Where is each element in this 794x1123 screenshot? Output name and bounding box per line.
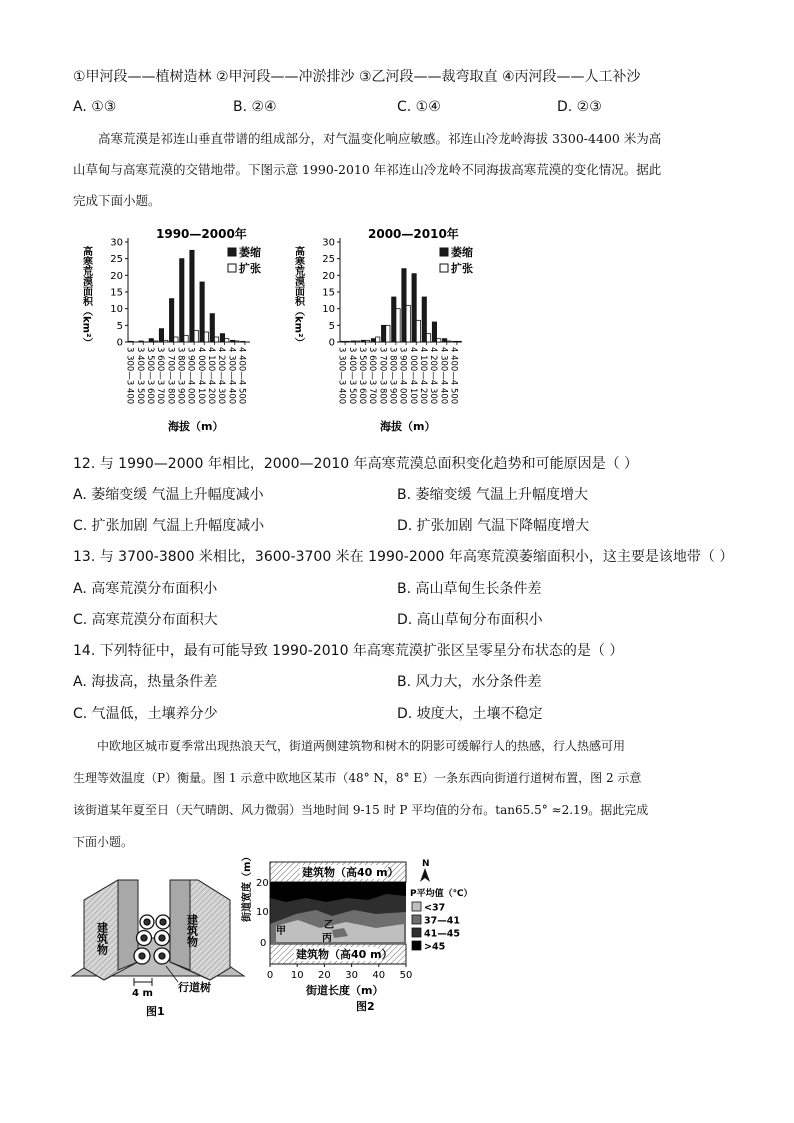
bar-shrink (361, 340, 365, 342)
bar-shrink (241, 341, 245, 342)
chart-1 (81, 226, 262, 433)
passage-1 (73, 123, 733, 216)
bar-shrink (341, 341, 345, 342)
x-tick-label: 3 900—4 000 (397, 347, 408, 405)
y-tick-label: 30 (110, 237, 123, 249)
legend-swatch (440, 264, 448, 272)
y-tick-label: 25 (110, 254, 123, 266)
fig2-x-ticks (267, 964, 413, 981)
q12-stem: 12. 与 1990—2000 年相比，2000—2010 年高寒荒漠总面积变化趋势和可能原因是（ ） (73, 456, 639, 472)
bar-shrink (200, 282, 204, 342)
right-building-label: 建筑物 (185, 914, 199, 947)
y-tick-label: 25 (322, 254, 335, 266)
passage-2-line: 中欧地区城市夏季常出现热浪天气，街道两侧建筑物和树木的阴影可缓解行人的热感，行人热感可用 (97, 739, 626, 753)
bar-shrink (442, 339, 446, 342)
x-tick-label: 3 600—3 700 (155, 347, 166, 405)
bar-shrink (453, 341, 457, 342)
x-tick-label: 4 100—4 200 (205, 347, 216, 405)
north-arrow-icon (420, 859, 430, 882)
bar-expand (437, 339, 441, 342)
legend-label: >45 (424, 941, 446, 953)
x-tick-label: 3 300—3 400 (336, 347, 347, 405)
bar-shrink (139, 341, 143, 342)
x-tick-label: 3 500—3 600 (356, 347, 367, 405)
x-tick-label: 3 300—3 400 (124, 347, 135, 405)
x-tick-label: 4 300—4 400 (226, 347, 237, 405)
bar-expand (225, 339, 229, 342)
fig2-x-label: 街道长度（m） (306, 984, 384, 997)
bar-expand (164, 340, 168, 342)
bar-expand (406, 305, 410, 342)
legend-swatch (412, 928, 421, 937)
y-tick-label: 30 (322, 237, 335, 249)
x-tick-label: 4 300—4 400 (438, 347, 449, 405)
bar-expand (457, 341, 461, 342)
x-tick-label: 3 900—4 000 (185, 347, 196, 405)
q11-option-d[interactable]: D. ②③ (557, 99, 602, 115)
figure-2-caption: 图2 (356, 1000, 375, 1013)
bar-shrink (381, 325, 385, 342)
q13-option-d[interactable]: D. 高山草甸分布面积小 (397, 612, 543, 628)
q13-option-a[interactable]: A. 高寒荒漠分布面积小 (73, 581, 218, 597)
legend-label: 萎缩 (451, 246, 473, 259)
q11-option-b[interactable]: B. ②④ (233, 99, 277, 115)
bar-shrink (432, 322, 436, 342)
left-building (84, 880, 138, 980)
bar-expand (204, 332, 208, 342)
bar-shrink (402, 269, 406, 342)
bar-expand (416, 320, 420, 342)
p-legend (412, 902, 460, 953)
q12-option-d[interactable]: D. 扩张加剧 气温下降幅度增大 (397, 518, 590, 534)
q11-statement: ①甲河段——植树造林 ②甲河段——冲淤排沙 ③乙河段——裁弯取直 ④丙河段——人工补沙 (73, 69, 641, 85)
x-tick-label: 3 800—3 900 (387, 347, 398, 405)
bar-shrink (169, 299, 173, 342)
y-tick-label: 15 (110, 287, 123, 299)
p-field (270, 882, 406, 944)
figure-1-caption: 图1 (146, 1005, 165, 1018)
x-tick-label: 3 500—3 600 (144, 347, 155, 405)
bar-shrink (180, 259, 184, 342)
legend-label: 扩张 (239, 262, 261, 275)
desert-area-charts (78, 224, 498, 440)
y-tick-label: 15 (322, 287, 335, 299)
y-tick-label: 10 (110, 304, 123, 316)
legend-label: 37—41 (424, 915, 460, 927)
width-label: 4 m (132, 988, 153, 999)
chart-y-label: 高寒荒漠面积（km²） (292, 246, 304, 348)
fig2-x-tick-label: 50 (399, 970, 413, 981)
right-building (170, 880, 230, 980)
q14-option-a[interactable]: A. 海拔高，热量条件差 (73, 674, 218, 690)
q14-option-b[interactable]: B. 风力大，水分条件差 (397, 674, 542, 690)
x-tick-label: 3 700—3 800 (165, 347, 176, 405)
bar-expand (214, 337, 218, 342)
chart-x-label: 海拔（m） (168, 420, 224, 433)
passage-2-line: 生理等效温度（P）衡量。图 1 示意中欧地区某市（48° N，8° E）一条东西向街道行道树布置，图 2 示意 (73, 771, 642, 785)
bar-expand (235, 341, 239, 342)
legend-swatch (412, 902, 421, 911)
q12-option-a[interactable]: A. 萎缩变缓 气温上升幅度减小 (73, 487, 264, 503)
bar-shrink (422, 297, 426, 342)
marker-yi: 乙 (324, 920, 334, 931)
q13-option-c[interactable]: C. 高寒荒漠分布面积大 (73, 612, 218, 628)
figure-1-street-diagram (70, 870, 246, 1020)
x-tick-label: 3 400—3 500 (346, 347, 357, 405)
q14-stem: 14. 下列特征中，最有可能导致 1990-2010 年高寒荒漠扩张区呈零星分布状态的是（ ） (73, 643, 624, 659)
x-tick-label: 4 000—4 100 (407, 347, 418, 405)
x-tick-label: 3 600—3 700 (367, 347, 378, 405)
bar-shrink (351, 341, 355, 342)
bar-expand (345, 341, 349, 342)
tree-label: 行道树 (178, 981, 211, 994)
bar-shrink (159, 329, 163, 342)
y-tick-label: 20 (322, 270, 335, 282)
q12-option-b[interactable]: B. 萎缩变缓 气温上升幅度增大 (397, 487, 588, 503)
x-tick-label: 4 000—4 100 (195, 347, 206, 405)
bar-shrink (392, 297, 396, 342)
q11-option-c[interactable]: C. ①④ (397, 99, 441, 115)
y-tick-label: 0 (328, 337, 335, 349)
bar-expand (355, 341, 359, 342)
bar-expand (376, 337, 380, 342)
legend-label: 41—45 (424, 928, 460, 940)
bar-expand (153, 341, 157, 342)
marker-jia: 甲 (276, 926, 286, 937)
legend-label: 扩张 (451, 262, 473, 275)
top-building-label: 建筑物（高40 m） (302, 866, 399, 879)
chart-title: 1990—2000年 (156, 227, 247, 241)
fig2-x-tick-label: 30 (345, 970, 358, 981)
fig2-x-tick-label: 10 (290, 970, 304, 981)
q13-option-b[interactable]: B. 高山草甸生长条件差 (397, 581, 542, 597)
q13-stem: 13. 与 3700-3800 米相比，3600-3700 米在 1990-2000 年高寒荒漠萎缩面积小，这主要是该地带（ ） (73, 549, 734, 565)
x-tick-label: 3 800—3 900 (175, 347, 186, 405)
bar-expand (426, 334, 430, 342)
bar-shrink (190, 250, 194, 342)
q14-option-c[interactable]: C. 气温低，土壤养分少 (73, 706, 218, 722)
fig2-y-label: 街道宽度（m） (242, 851, 253, 922)
bar-shrink (220, 334, 224, 342)
legend-label: 萎缩 (239, 246, 261, 259)
chart-x-label: 海拔（m） (380, 420, 436, 433)
y-tick-label: 5 (116, 320, 123, 332)
left-building-label: 建筑物 (95, 922, 109, 955)
y-tick-label: 20 (110, 270, 123, 282)
fig2-ytick: 0 (260, 938, 267, 949)
q14-option-d[interactable]: D. 坡度大，土壤不稳定 (397, 706, 543, 722)
passage-2 (73, 730, 733, 858)
bar-expand (194, 330, 198, 342)
passage-1-line: 山草甸与高寒荒漠的交错地带。下图示意 1990-2010 年祁连山冷龙岭不同海拔高寒荒漠的变化情况。据此 (73, 162, 662, 177)
bar-expand (184, 335, 188, 342)
fig2-x-tick-label: 20 (318, 970, 331, 981)
bar-expand (174, 337, 178, 342)
bar-shrink (412, 274, 416, 342)
y-tick-label: 10 (322, 304, 335, 316)
bar-shrink (210, 314, 214, 342)
bar-shrink (129, 341, 133, 342)
fig2-ytick: 20 (256, 878, 269, 889)
legend-swatch (228, 248, 236, 256)
chart-2 (293, 226, 474, 433)
x-tick-label: 4 100—4 200 (417, 347, 428, 405)
legend-swatch (228, 264, 236, 272)
x-tick-label: 4 400—4 500 (448, 347, 459, 405)
bar-expand (365, 340, 369, 342)
y-tick-label: 0 (116, 337, 123, 349)
bar-expand (447, 341, 451, 342)
chart-y-label: 高寒荒漠面积（km²） (80, 246, 92, 348)
svg-text:N: N (422, 859, 430, 869)
bar-expand (396, 309, 400, 342)
x-tick-label: 3 400—3 500 (134, 347, 145, 405)
marker-bing: 丙 (322, 933, 332, 944)
x-tick-label: 4 200—4 300 (428, 347, 439, 405)
legend-swatch (440, 248, 448, 256)
q11-option-a[interactable]: A. ①③ (73, 99, 117, 115)
x-tick-label: 4 200—4 300 (216, 347, 227, 405)
y-tick-label: 5 (328, 320, 335, 332)
legend-swatch (412, 941, 421, 950)
fig2-x-tick-label: 40 (372, 970, 386, 981)
legend-title: P平均值（℃） (410, 889, 473, 899)
x-tick-label: 3 700—3 800 (377, 347, 388, 405)
bar-shrink (230, 340, 234, 342)
bar-shrink (149, 339, 153, 342)
fig2-x-tick-label: 0 (266, 970, 274, 981)
passage-1-line: 高寒荒漠是祁连山垂直带谱的组成部分，对气温变化响应敏感。祁连山冷龙岭海拔 3300-4400 米为高 (98, 131, 662, 146)
legend-swatch (412, 915, 421, 924)
legend-label: <37 (424, 902, 446, 914)
bar-expand (386, 325, 390, 342)
bottom-building-label: 建筑物（高40 m） (296, 948, 393, 961)
fig2-ytick: 10 (256, 907, 269, 918)
q12-option-c[interactable]: C. 扩张加剧 气温上升幅度减小 (73, 518, 265, 534)
figure-2-p-distribution (236, 851, 473, 1018)
bar-shrink (371, 339, 375, 342)
x-tick-label: 4 400—4 500 (236, 347, 247, 405)
chart-title: 2000—2010年 (368, 227, 459, 241)
passage-2-line: 下面小题。 (73, 835, 134, 849)
passage-1-line: 完成下面小题。 (73, 193, 161, 208)
passage-2-line: 该街道某年夏至日（天气晴朗、风力微弱）当地时间 9-15 时 P 平均值的分布。tan65.5° ≈2.19。据此完成 (73, 803, 649, 817)
